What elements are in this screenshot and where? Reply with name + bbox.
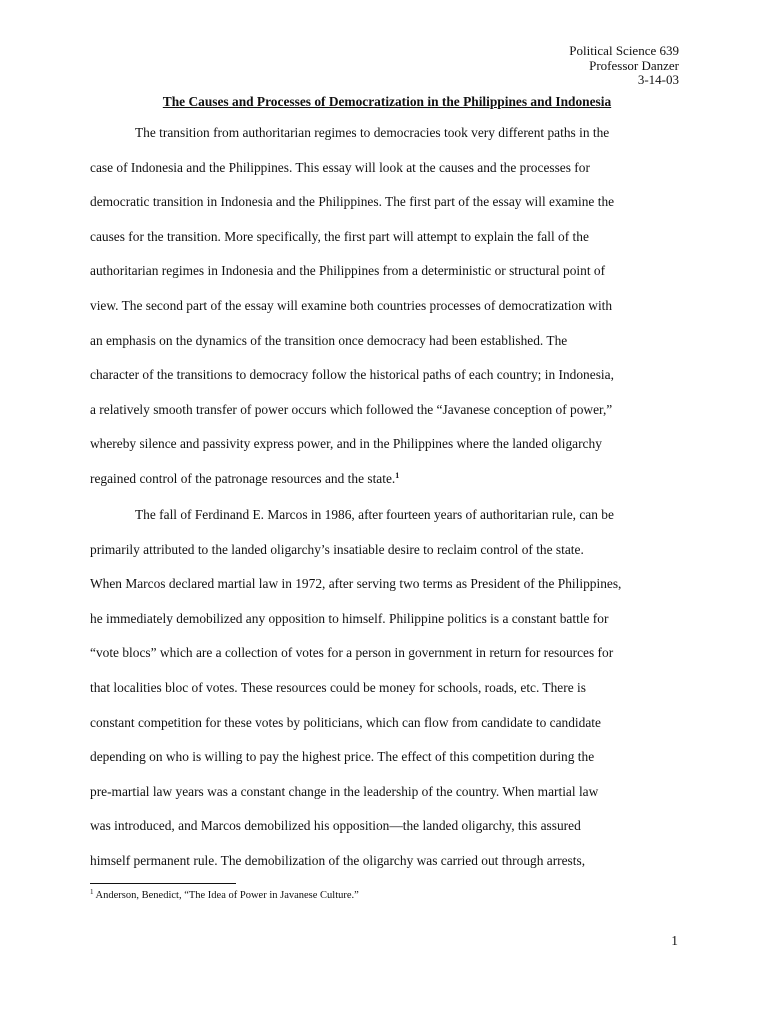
document-date: 3-14-03	[637, 72, 679, 87]
page-number: 1	[671, 933, 678, 948]
footnote-number: 1	[90, 888, 94, 896]
footnote-reference: 1	[395, 470, 400, 480]
footnote	[90, 889, 359, 902]
footnote-divider	[90, 883, 236, 884]
professor-name: Professor Danzer	[589, 57, 679, 73]
course-name: Political Science 639	[569, 43, 679, 58]
body-paragraph-2	[90, 498, 680, 879]
body-paragraph-2-container	[90, 498, 680, 879]
body-paragraph-1	[90, 116, 680, 497]
document-header	[569, 44, 679, 88]
footnote-text: Anderson, Benedict, “The Idea of Power in Javanese Culture.”	[93, 890, 359, 901]
paragraph-1-text: The transition from authoritarian regimes to democracies took very different paths in the case of Indonesia and the Philippines. This essay will look at the causes and the processes for democratic transition in Indonesia and the Philippines. The first part of the essay will examine the causes for the transition. More specifically, the first part will attempt to explain the fall of the authoritarian regimes in Indonesia and the Philippines from a deterministic or structural point of view. The second part of the essay will examine both countries processes of democratization with an emphasis on the dynamics of the transition once democracy had been established. The character of the transitions to democracy follow the historical paths of each country; in Indonesia, a relatively smooth transfer of power occurs which followed the “Javanese conception of power,” whereby silence and passivity express power, and in the Philippines where the landed oligarchy regained control of the patronage resources and the state.	[90, 125, 615, 486]
body-paragraph-1-container	[90, 116, 680, 497]
paragraph-2-text: The fall of Ferdinand E. Marcos in 1986, after fourteen years of authoritarian rule, can be primarily attributed to the landed oligarchy’s insatiable desire to reclaim control of the state. When Marcos declared martial law in 1972, after serving two terms as President of the Philippines, he immediately demobilized any opposition to himself. Philippine politics is a constant battle for “vote blocs” which are a collection of votes for a person in government in return for resources for that localities bloc of votes. These resources could be money for schools, roads, etc. There is constant competition for these votes by politicians, which can flow from candidate to candidate depending on who is willing to pay the highest price. The effect of this competition during the pre-martial law years was a constant change in the leadership of the country. When martial law was introduced, and Marcos demobilized his opposition—the landed oligarchy, this assured himself permanent rule. The demobilization of the oligarchy was carried out through arrests,	[90, 507, 622, 868]
document-title: The Causes and Processes of Democratization in the Philippines and Indonesia	[162, 94, 612, 109]
